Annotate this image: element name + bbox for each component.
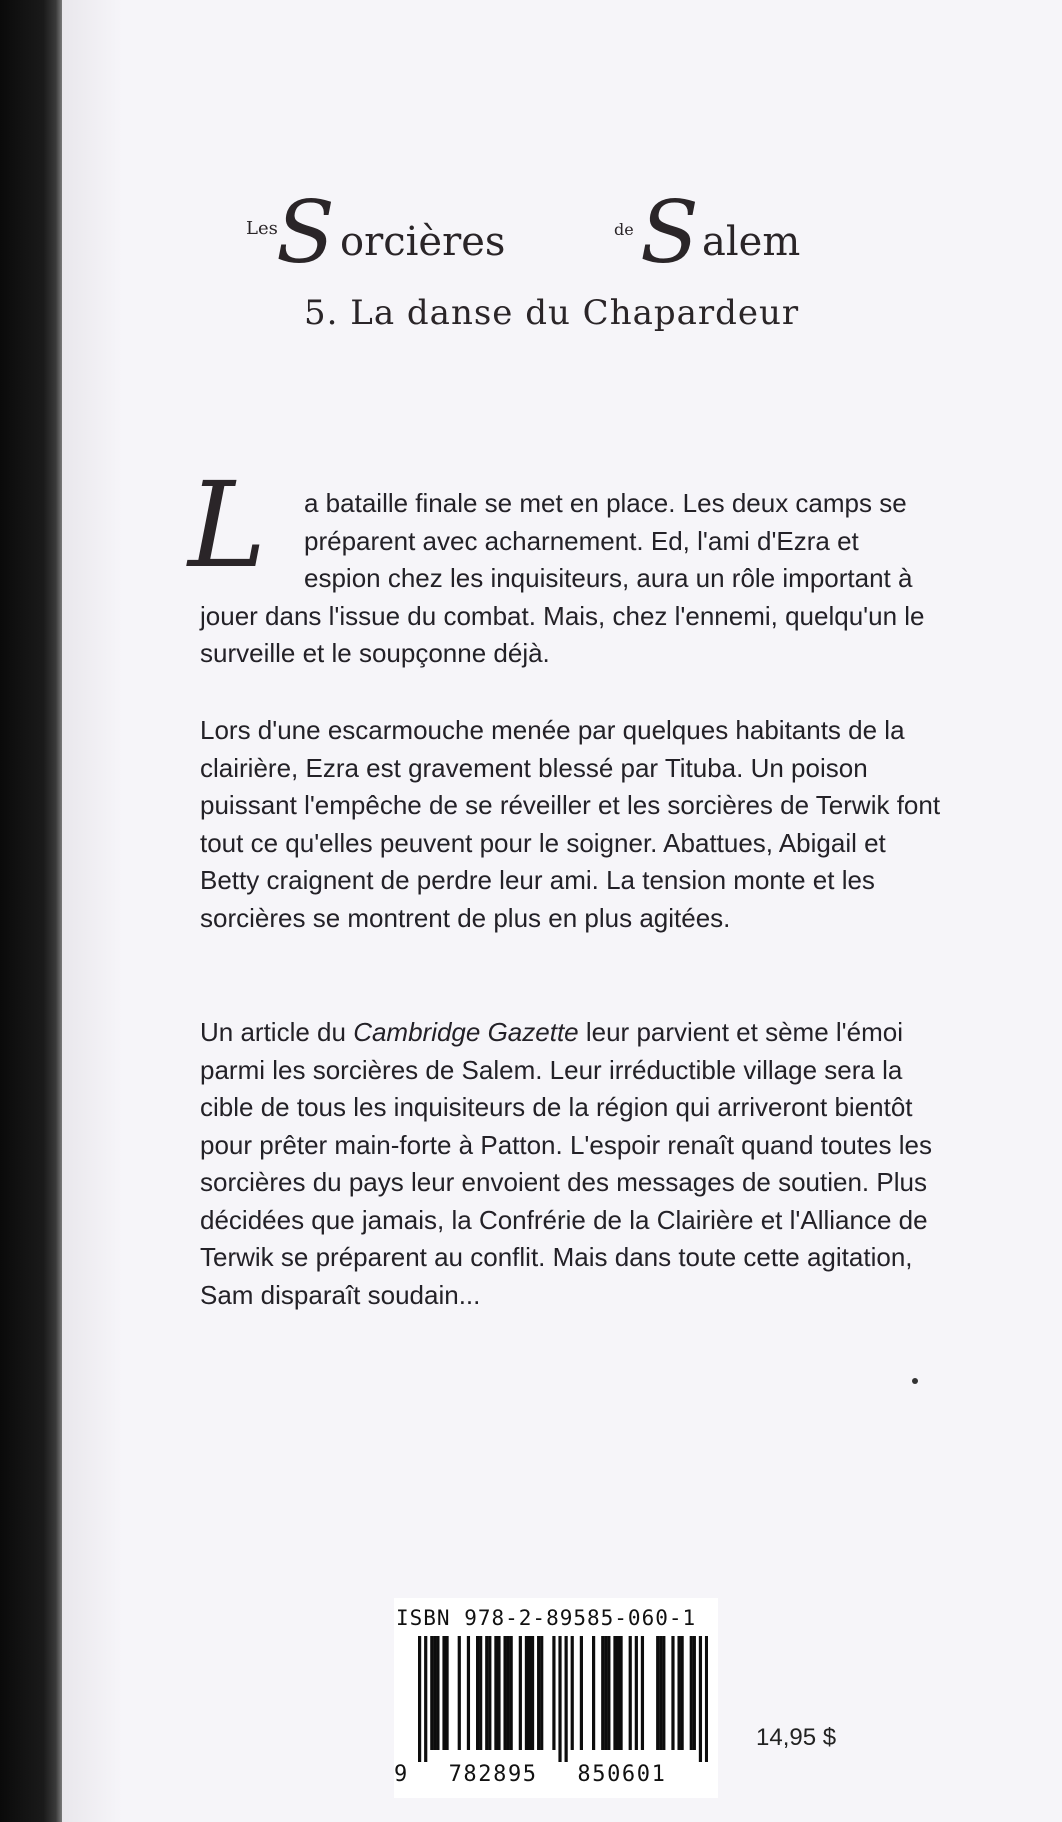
barcode-bar xyxy=(476,1636,479,1750)
barcode-bar xyxy=(418,1636,421,1762)
barcode-bar xyxy=(540,1636,543,1750)
ean-right-group: 850601 xyxy=(577,1762,667,1787)
title-salem-rest: alem xyxy=(702,219,801,265)
title-salem-initial: S xyxy=(640,183,699,283)
barcode-bar xyxy=(519,1636,522,1750)
barcode-bar xyxy=(635,1636,638,1750)
barcode-bars xyxy=(418,1636,708,1762)
barcode-bar xyxy=(558,1636,561,1762)
barcode-bar xyxy=(592,1636,595,1750)
barcode-bar xyxy=(479,1636,482,1750)
barcode-bar xyxy=(690,1636,693,1750)
book-subtitle: 5. La danse du Chapardeur xyxy=(304,293,800,333)
barcode-bar xyxy=(525,1636,528,1750)
newspaper-title: Cambridge Gazette xyxy=(353,1017,579,1047)
ean-left-group: 782895 xyxy=(448,1762,538,1787)
blurb-paragraph-3-after: leur parvient et sème l'émoi parmi les sorcières de Salem. Leur irréductible village sera la cible de tous les inquisiteurs de la région qui arriveront bientôt pour prêter main-forte à Patton. L'espoir renaît quand toutes les sorcières du pays leur envoient des messages de soutien. Plus décidées que jamais, la Confrérie de la Clairière et l'Alliance de Terwik se préparent au conflit. Mais dans toute cette agitation, Sam disparaît soudain... xyxy=(200,1017,932,1310)
blurb-paragraph-3 xyxy=(200,1014,942,1314)
barcode-bar xyxy=(677,1636,680,1750)
barcode-bar xyxy=(510,1636,513,1750)
barcode-bar xyxy=(601,1636,604,1750)
barcode-bar xyxy=(503,1636,506,1750)
title-les: Les xyxy=(246,218,278,239)
blurb-paragraph-3-before: Un article du xyxy=(200,1017,354,1047)
blurb-paragraph-1-text: a bataille finale se met en place. Les deux camps se préparent avec acharnement. Ed, l'ami d'Ezra et espion chez les inquisiteurs, aura un rôle important à jouer dans l'issue du combat. Mais, chez l'ennemi, quelqu'un le surveille et le soupçonne déjà. xyxy=(200,488,925,668)
title-de: de xyxy=(614,220,634,239)
barcode-bar xyxy=(552,1636,555,1750)
barcode-bar xyxy=(662,1636,665,1750)
barcode-bar xyxy=(537,1636,540,1750)
book-spine-edge xyxy=(0,0,62,1822)
barcode-bar xyxy=(580,1636,583,1750)
barcode-bar xyxy=(607,1636,610,1750)
barcode-bar xyxy=(531,1636,534,1750)
barcode-bar xyxy=(497,1636,500,1750)
barcode-bar xyxy=(445,1636,448,1750)
barcode-bar xyxy=(613,1636,616,1750)
barcode-bar xyxy=(659,1636,662,1750)
barcode-bar xyxy=(436,1636,439,1750)
barcode-bar xyxy=(671,1636,674,1750)
barcode-bar xyxy=(699,1636,702,1762)
ean-digits xyxy=(394,1762,714,1787)
blurb-paragraph-1 xyxy=(188,456,942,673)
isbn-label: ISBN 978-2-89585-060-1 xyxy=(396,1606,697,1630)
barcode-bar xyxy=(430,1636,433,1750)
decorative-dot xyxy=(912,1378,918,1384)
title-sorcieres-initial: S xyxy=(276,183,335,283)
barcode-bar xyxy=(705,1636,708,1762)
barcode-bar xyxy=(467,1636,470,1750)
title-sorcieres-rest: orcières xyxy=(340,219,506,265)
barcode-bar xyxy=(458,1636,461,1750)
barcode-bar xyxy=(442,1636,445,1750)
barcode-bar xyxy=(488,1636,491,1750)
drop-cap: L xyxy=(188,456,267,594)
price-label: 14,95 $ xyxy=(756,1724,837,1751)
barcode-bar xyxy=(681,1636,684,1750)
barcode-bar xyxy=(433,1636,436,1750)
barcode-bar xyxy=(616,1636,619,1750)
barcode-bar xyxy=(528,1636,531,1750)
barcode-bar xyxy=(571,1636,574,1750)
barcode-bar xyxy=(565,1636,568,1762)
barcode-bar xyxy=(693,1636,696,1750)
blurb-paragraph-2: Lors d'une escarmouche menée par quelques habitants de la clairière, Ezra est gravement blessé par Tituba. Un poison puissant l'empêche de se réveiller et les sorcières de Terwik font tout ce qu'elles peuvent pour le soigner. Abattues, Abigail et Betty craignent de perdre leur ami. La tension monte et les sorcières se montrent de plus en plus agitées. xyxy=(200,715,941,933)
barcode-bar xyxy=(424,1636,427,1762)
barcode-bar xyxy=(485,1636,488,1750)
barcode-bar xyxy=(604,1636,607,1750)
barcode-bar xyxy=(494,1636,497,1750)
barcode-bar xyxy=(641,1636,644,1750)
barcode-bar xyxy=(507,1636,510,1750)
barcode-bar xyxy=(656,1636,659,1750)
barcode-bar xyxy=(619,1636,622,1750)
ean-first-digit: 9 xyxy=(394,1762,409,1787)
barcode-bar xyxy=(629,1636,632,1750)
